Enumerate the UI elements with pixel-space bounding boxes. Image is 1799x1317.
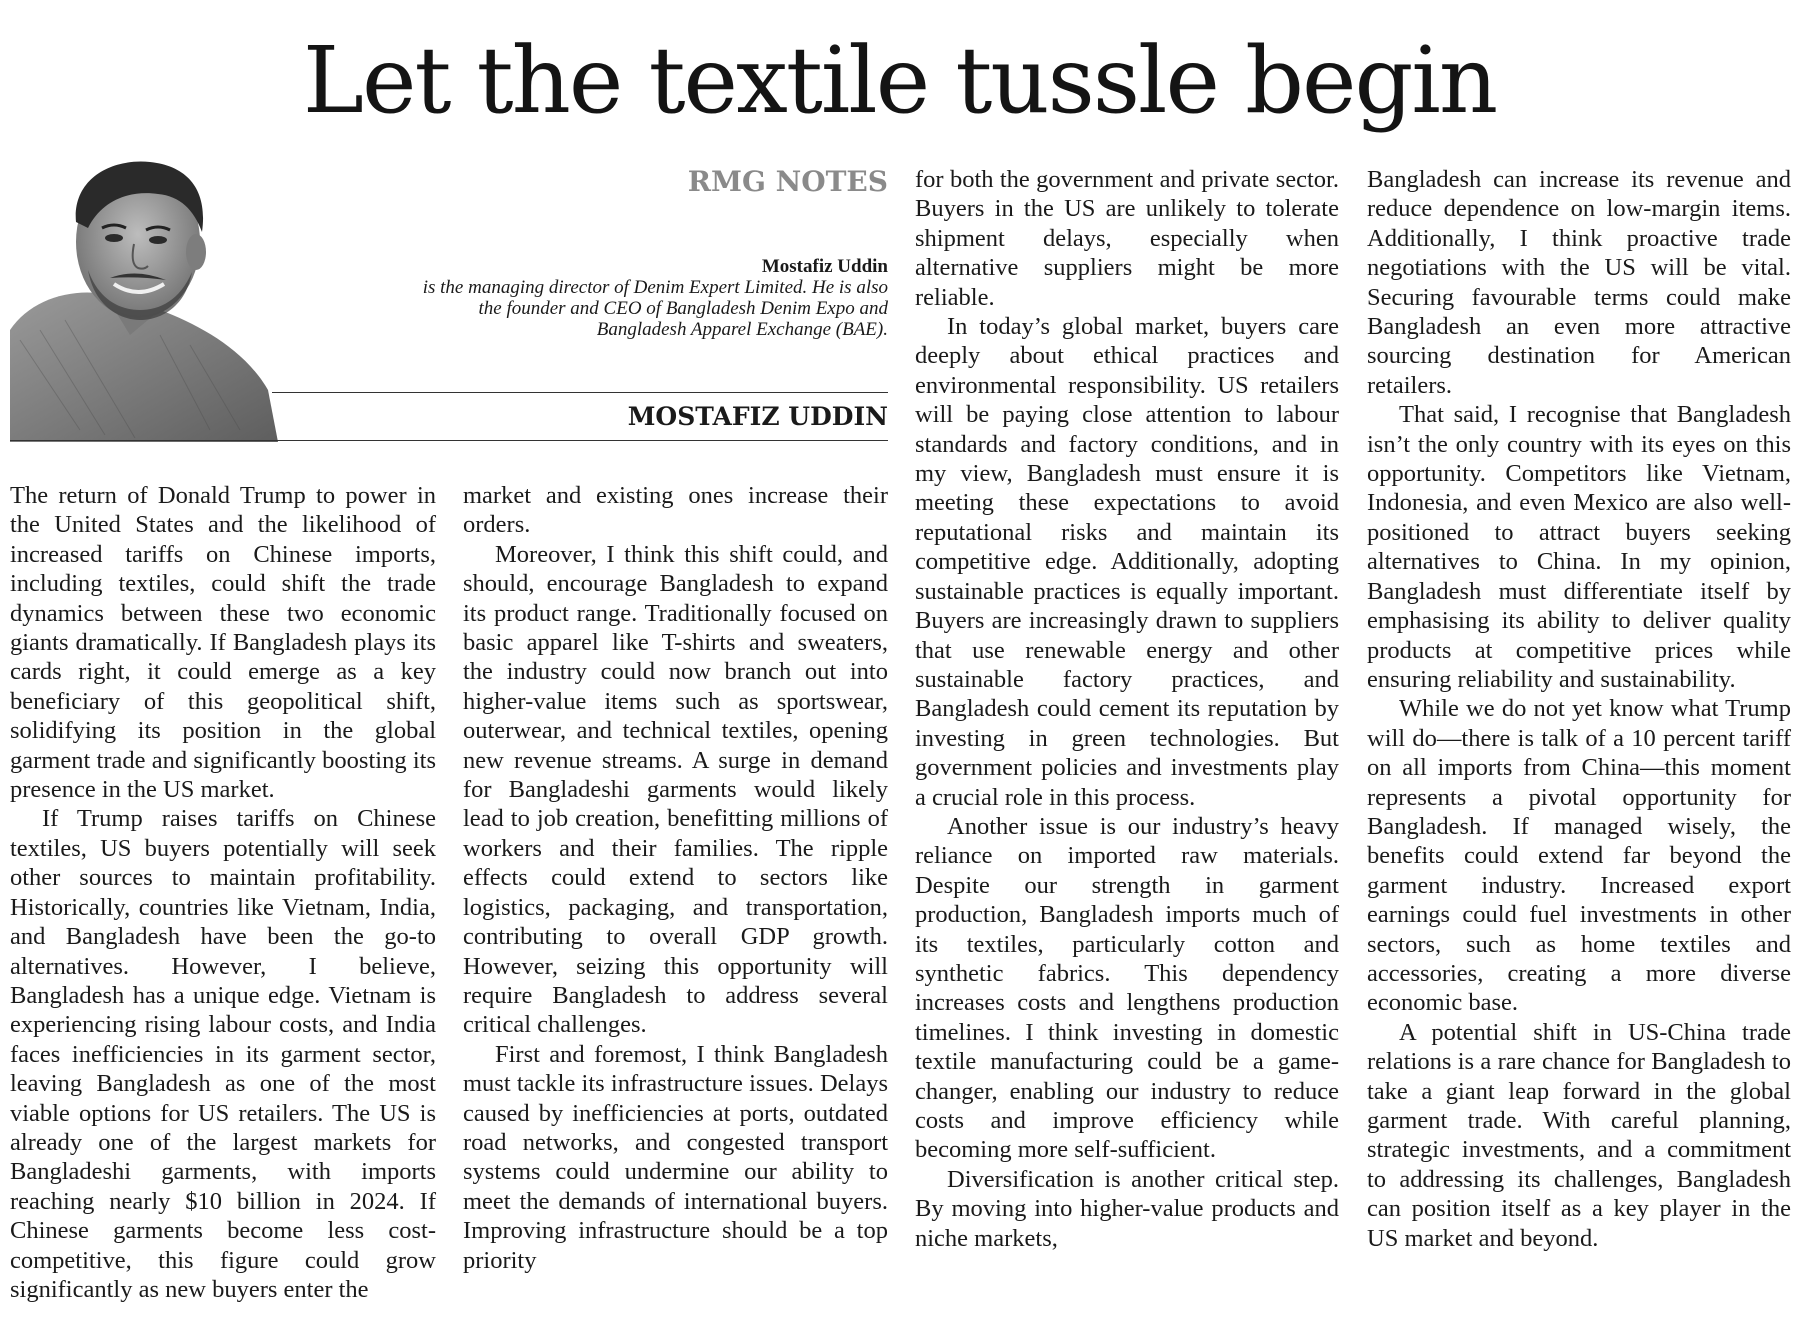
byline-rule-top xyxy=(272,392,888,393)
author-bio-name: Mostafiz Uddin xyxy=(761,256,888,277)
paragraph: First and foremost, I think Bangladesh must tackle its infrastructure issues. Delays caused by inefficiencies at ports, outdated road networks, and congested transport systems could undermine our ability to meet the demands of international buyers. Improving infrastructure should be a top priority xyxy=(463,1040,888,1274)
paragraph: Bangladesh can increase its revenue and reduce dependence on low-margin items. Additionally, I think proactive trade negotiations with the US will be vital. Securing favourable terms could make Bangladesh an even more attractive sourcing destination for American retailers. xyxy=(1367,166,1791,399)
article-column-1 xyxy=(10,481,436,1304)
paragraph: In today’s global market, buyers care deeply about ethical practices and environmental responsibility. US retailers will be paying close attention to labour standards and factory conditions, and in my view, Bangladesh must ensure it is meeting these expectations to avoid reputational risks and maintain its competitive edge. Additionally, adopting sustainable practices is equally important. Buyers are increasingly drawn to suppliers that use renewable energy and other sustainable factory practices, and Bangladesh could cement its reputation by investing in green technologies. But government policies and investments play a crucial role in this process. xyxy=(915,313,1339,811)
byline: MOSTAFIZ UDDIN xyxy=(627,402,888,431)
byline-rule-bottom xyxy=(10,440,888,441)
author-portrait-icon xyxy=(10,160,290,442)
article-column-3 xyxy=(915,165,1339,1253)
paragraph: The return of Donald Trump to power in the United States and the likelihood of increased tariffs on Chinese imports, including textiles, could shift the trade dynamics between these two economic giants dramatically. If Bangladesh plays its cards right, it could emerge as a key beneficiary of this geopolitical shift, solidifying its position in the global garment trade and significantly boosting its presence in the US market. xyxy=(10,482,436,804)
paragraph: Another issue is our industry’s heavy reliance on imported raw materials. Despite our strength in garment production, Bangladesh imports much of its textiles, particularly cotton and synthetic fabrics. This dependency increases costs and lengthens production timelines. I think investing in domestic textile manufacturing could be a game-changer, enabling our industry to reduce costs and improve efficiency while becoming more self-sufficient. xyxy=(915,812,1339,1164)
paragraph: A potential shift in US-China trade relations is a rare chance for Bangladesh to take a giant leap forward in the global garment trade. With careful planning, strategic investments, and a commitment to addressing its challenges, Bangladesh can position itself as a key player in the US market and beyond. xyxy=(1367,1018,1791,1252)
paragraph: If Trump raises tariffs on Chinese textiles, US buyers potentially will seek other sources to maintain profitability. Historically, countries like Vietnam, India, and Bangladesh have been the go-to alternatives. However, I believe, Bangladesh has a unique edge. Vietnam is experiencing rising labour costs, and India faces inefficiencies in its garment sector, leaving Bangladesh as one of the most viable options for US retailers. The US is already one of the largest markets for Bangladeshi garments, with imports reaching nearly $10 billion in 2024. If Chinese garments become less cost-competitive, this figure could grow significantly as new buyers enter the xyxy=(10,805,436,1303)
author-bio xyxy=(420,256,888,340)
article-column-2 xyxy=(463,481,888,1275)
paragraph: market and existing ones increase their orders. xyxy=(463,482,888,539)
paragraph: While we do not yet know what Trump will do—there is talk of a 10 percent tariff on all imports from China—this moment represents a pivotal opportunity for Bangladesh. If managed wisely, the benefits could extend far beyond the garment industry. Increased export earnings could fuel investments in other sectors, such as home textiles and accessories, creating a more diverse economic base. xyxy=(1367,695,1791,1017)
paragraph: for both the government and private sector. Buyers in the US are unlikely to tolerate shipment delays, especially when alternative suppliers might be more reliable. xyxy=(915,166,1339,311)
section-label: RMG NOTES xyxy=(687,165,888,198)
author-photo xyxy=(10,160,290,442)
article-column-4 xyxy=(1367,165,1791,1253)
headline: Let the textile tussle begin xyxy=(302,27,1497,134)
paragraph: Moreover, I think this shift could, and should, encourage Bangladesh to expand its product range. Traditionally focused on basic apparel like T-shirts and sweaters, the industry could now branch out into higher-value items such as sportswear, outerwear, and technical textiles, opening new revenue streams. A surge in demand for Bangladeshi garments would likely lead to job creation, benefitting millions of workers and their families. The ripple effects could extend to sectors like logistics, packaging, and transportation, contributing to overall GDP growth. However, seizing this opportunity will require Bangladesh to address several critical challenges. xyxy=(463,540,888,1039)
paragraph: Diversification is another critical step. By moving into higher-value products and niche markets, xyxy=(915,1165,1339,1252)
paragraph: That said, I recognise that Bangladesh isn’t the only country with its eyes on this opportunity. Competitors like Vietnam, Indonesia, and even Mexico are also well-positioned to attract buyers seeking alternatives to China. In my opinion, Bangladesh must differentiate itself by emphasising its ability to deliver quality products at competitive prices while ensuring reliability and sustainability. xyxy=(1367,401,1791,693)
author-bio-text: is the managing director of Denim Expert Limited. He is also the founder and CEO of Bangladesh Denim Expo and Bangladesh Apparel Exchange (BAE). xyxy=(422,277,888,340)
